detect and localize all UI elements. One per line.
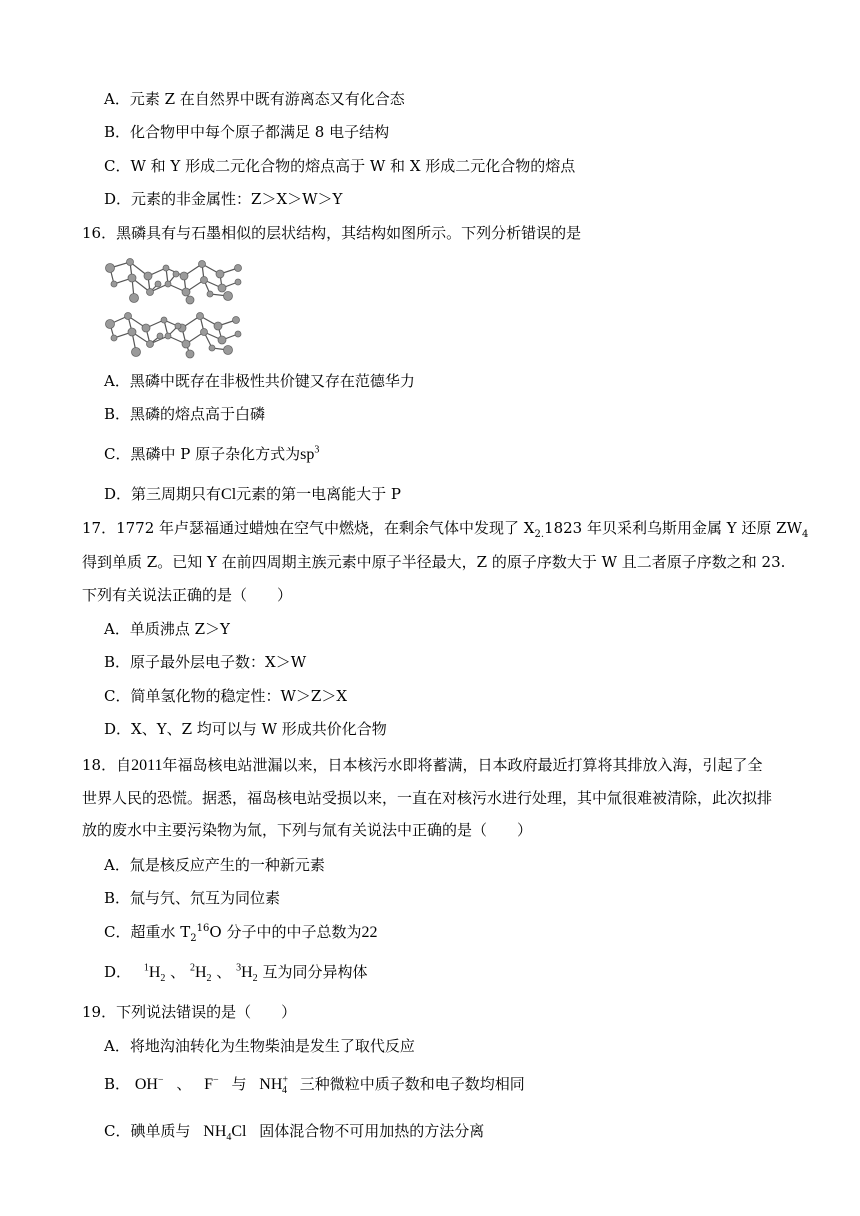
t2-subscript: 2 (190, 933, 197, 944)
mass-number-3: 3 (236, 962, 242, 974)
h2-isotope-2 (189, 962, 212, 985)
neutron-count: 22 (361, 924, 378, 941)
q18-option-c (104, 922, 377, 943)
q17-stem-text-b: 1823 年贝采利乌斯用金属 Y 还原 ZW (544, 519, 803, 537)
and-text: 与 (231, 1075, 247, 1093)
q18-option-c-text-a: C．超重水 T (104, 923, 191, 941)
sp-text: sp (300, 446, 315, 463)
q16-option-c (104, 444, 319, 465)
q16-option-c-text: C．黑磷中 P 原子杂化方式为 (104, 445, 301, 463)
q17-stem-line-1 (82, 518, 808, 538)
q19-option-c-label: C．碘单质与 (104, 1122, 191, 1140)
h2-subscript: 2 (206, 973, 212, 985)
q19-option-b (104, 1074, 525, 1095)
sp-superscript: 3 (314, 444, 320, 456)
q16-option-a: A．黑磷中既存在非极性共价键又存在范德华力 (104, 372, 415, 390)
f-charge: − (213, 1074, 219, 1086)
cl-text: Cl (231, 1123, 247, 1140)
q15-option-c: C．W 和 Y 形成二元化合物的熔点高于 W 和 X 形成二元化合物的熔点 (104, 157, 576, 175)
q16-option-b: B．黑磷的熔点高于白磷 (104, 405, 266, 423)
q18-option-d-label: D． (104, 963, 132, 981)
x2-subscript: 2. (534, 529, 545, 540)
q18-option-d (104, 962, 367, 983)
q18-stem-text-b: 年福岛核电站泄漏以来，日本核污水即将蓄满，日本政府最近打算将其排放入海，引起了全 (162, 756, 763, 774)
q17-stem-line-3: 下列有关说法正确的是（ ） (82, 586, 293, 604)
q15-option-d: D．元素的非金属性：Z＞X＞W＞Y (104, 190, 343, 208)
separator: 、 (176, 1075, 192, 1093)
oh-charge: − (157, 1074, 164, 1086)
black-phosphorus-structure-figure (100, 254, 250, 362)
f-ion (204, 1076, 219, 1093)
q17-option-d: D．X、Y、Z 均可以与 W 形成共价化合物 (104, 720, 387, 738)
q17-option-b: B．原子最外层电子数：X＞W (104, 653, 307, 671)
q18-option-d-post: 互为同分异构体 (262, 963, 368, 981)
h2-subscript: 2 (160, 973, 166, 985)
q19-option-b-post: 三种微粒中质子数和电子数均相同 (299, 1075, 525, 1093)
mass-number-1: 1 (143, 962, 149, 974)
q18-stem-line-3: 放的废水中主要污染物为氚，下列与氚有关说法中正确的是（ ） (82, 821, 533, 839)
q16-option-d-post: 元素的第一电离能大于 P (236, 485, 402, 503)
oh-text: OH (134, 1076, 158, 1093)
q18-stem-line-1 (82, 755, 763, 776)
q15-option-b: B．化合物甲中每个原子都满足 8 电子结构 (104, 123, 390, 141)
q17-stem-text-a: 17．1772 年卢瑟福通过蜡烛在空气中燃烧，在剩余气体中发现了 X (82, 519, 535, 537)
q15-option-a: A．元素 Z 在自然界中既有游离态又有化合态 (104, 90, 405, 108)
q18-option-c-text-b: O 分子中的中子总数为 (209, 923, 362, 941)
h2-isotope-3 (236, 962, 258, 985)
h-symbol: H (148, 964, 161, 981)
nh4-charge: + (282, 1074, 289, 1086)
nh4-ion (259, 1074, 289, 1097)
q19-option-b-label: B． (104, 1075, 131, 1093)
q18-option-a: A．氚是核反应产生的一种新元素 (104, 856, 325, 874)
q17-option-a: A．单质沸点 Z＞Y (104, 620, 230, 638)
cl-symbol: Cl (221, 486, 237, 503)
q19-stem: 19．下列说法错误的是（ ） (82, 1003, 297, 1021)
nh4cl-subscript: 4 (226, 1132, 232, 1144)
h2-isotope-1 (143, 962, 166, 985)
h2-subscript: 2 (252, 973, 258, 985)
nh4cl-formula (203, 1123, 247, 1144)
q16-stem: 16．黑磷具有与石墨相似的层状结构，其结构如图所示。下列分析错误的是 (82, 224, 582, 242)
h-symbol: H (194, 964, 207, 981)
h-symbol: H (241, 964, 253, 981)
q19-option-a: A．将地沟油转化为生物柴油是发生了取代反应 (104, 1037, 415, 1055)
mass-number-2: 2 (189, 962, 195, 974)
q16-option-d-pre: D．第三周期只有 (104, 485, 222, 503)
q19-option-c (104, 1121, 484, 1142)
sp3-formula (300, 446, 319, 463)
separator: 、 (170, 963, 186, 981)
year-2011: 2011 (131, 757, 163, 774)
nh4-subscript: 4 (282, 1085, 288, 1097)
nh-text: NH (203, 1123, 227, 1140)
f-text: F (204, 1076, 214, 1093)
separator: 、 (216, 963, 232, 981)
q17-option-c: C．简单氢化物的稳定性：W＞Z＞X (104, 687, 347, 705)
q18-stem-text-a: 18．自 (82, 756, 132, 774)
q17-stem-line-2: 得到单质 Z。已知 Y 在前四周期主族元素中原子半径最大，Z 的原子序数大于 W 且二者原子序数之和 23. (82, 553, 786, 571)
nh-text: NH (259, 1076, 283, 1093)
oh-ion (135, 1076, 164, 1093)
q18-stem-line-2: 世界人民的恐慌。据悉，福岛核电站受损以来，一直在对核污水进行处理，其中氚很难被清除，此次拟排 (82, 789, 773, 807)
q19-option-c-post: 固体混合物不可用加热的方法分离 (259, 1122, 485, 1140)
q18-option-b: B．氚与氕、氘互为同位素 (104, 889, 281, 907)
zw4-subscript: 4 (802, 529, 809, 540)
o16-superscript: 16 (196, 923, 210, 934)
q16-option-d (104, 484, 401, 505)
